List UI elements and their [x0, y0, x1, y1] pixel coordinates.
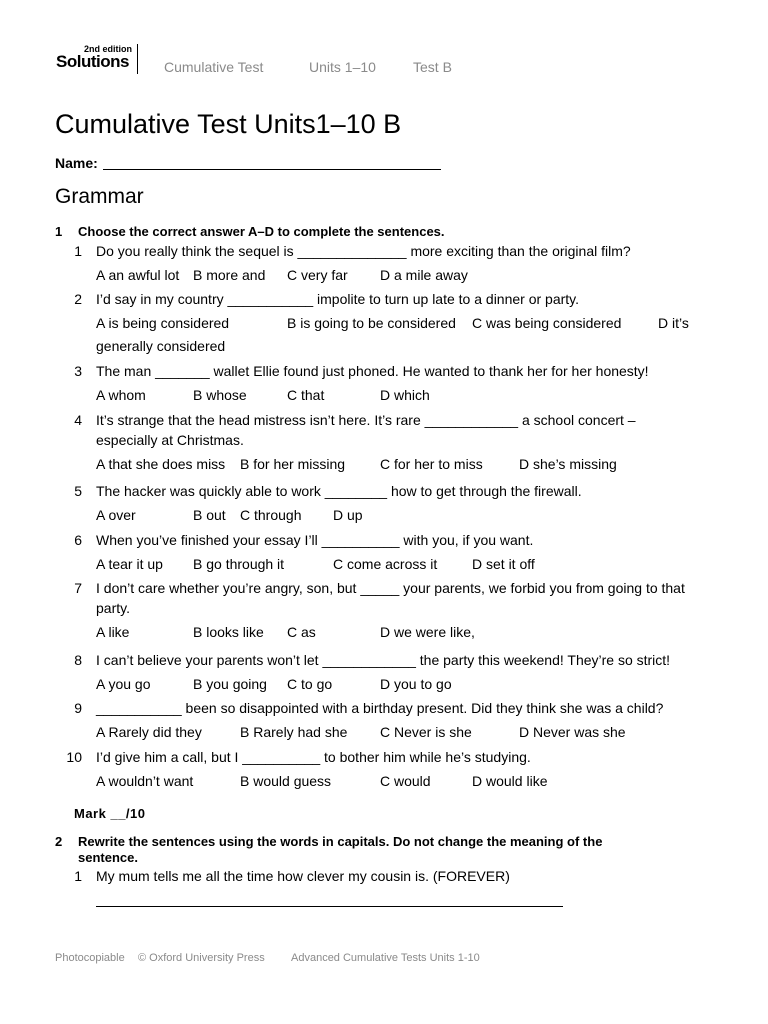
answer-option: D would like	[472, 773, 548, 789]
answer-option: D which	[380, 387, 430, 403]
header-units: Units 1–10	[309, 59, 376, 75]
task1-number: 1	[55, 224, 63, 239]
question-number: 9	[74, 700, 82, 716]
task1-mark: Mark __/10	[74, 806, 146, 821]
answer-option: B out	[193, 507, 226, 523]
question-number: 1	[74, 243, 82, 259]
task1-instruction: Choose the correct answer A–D to complete the sentences.	[78, 224, 445, 239]
footer-document-name: Advanced Cumulative Tests Units 1-10	[291, 952, 480, 964]
answer-option: C Never is she	[380, 724, 472, 740]
question-number: 2	[74, 291, 82, 307]
answer-option: C come across it	[333, 556, 438, 572]
answer-option: B is going to be considered	[287, 315, 456, 331]
answer-option: B you going	[193, 676, 267, 692]
logo-edition: 2nd edition	[84, 44, 132, 54]
name-field-line	[103, 169, 441, 170]
header-test-version: Test B	[413, 59, 452, 75]
answer-option: A is being considered	[96, 315, 230, 331]
answer-option: C to go	[287, 676, 333, 692]
answer-option: D you to go	[380, 676, 452, 692]
answer-option: C was being considered	[472, 315, 622, 331]
answer-option: C very far	[287, 267, 348, 283]
question-text: especially at Christmas.	[96, 432, 244, 448]
question-text: The man _______ wallet Ellie found just phoned. He wanted to thank her for her honesty!	[96, 363, 649, 379]
question-text: I’d give him a call, but I __________ to bother him while he’s studying.	[96, 749, 531, 765]
question-number: 6	[74, 532, 82, 548]
question-text: It’s strange that the head mistress isn’t here. It’s rare ____________ a school concert –	[96, 412, 636, 428]
answer-option: A an awful lot	[96, 267, 180, 283]
question-text: ___________ been so disappointed with a birthday present. Did they think she was a child?	[96, 700, 664, 716]
footer-photocopiable: Photocopiable	[55, 952, 125, 964]
task2-number: 2	[55, 834, 63, 849]
question-text: Do you really think the sequel is ______________ more exciting than the original film?	[96, 243, 631, 259]
answer-option: B go through it	[193, 556, 285, 572]
answer-option: C as	[287, 624, 316, 640]
answer-option: B would guess	[240, 773, 332, 789]
page-title: Cumulative Test Units1–10 B	[55, 109, 402, 139]
answer-option: B more and	[193, 267, 266, 283]
logo-solutions: Solutions	[56, 52, 129, 71]
section-title: Grammar	[55, 185, 144, 208]
question-text: I don’t care whether you’re angry, son, but _____ your parents, we forbid you from going to that	[96, 580, 685, 596]
answer-option: A over	[96, 507, 136, 523]
question-number: 4	[74, 412, 82, 428]
task2-answer-line	[96, 906, 563, 907]
answer-option: C for her to miss	[380, 456, 483, 472]
answer-option: A wouldn’t want	[96, 773, 194, 789]
task2-instruction-line2: sentence.	[78, 850, 138, 865]
answer-option: D we were like,	[380, 624, 475, 640]
question-number: 7	[74, 580, 82, 596]
answer-option: D she’s missing	[519, 456, 617, 472]
answer-option: D it’s	[658, 315, 689, 331]
answer-option: B looks like	[193, 624, 264, 640]
answer-option: B Rarely had she	[240, 724, 348, 740]
question-number: 8	[74, 652, 82, 668]
question-text: I can’t believe your parents won’t let ____________ the party this weekend! They’re so strict!	[96, 652, 671, 668]
answer-option: A Rarely did they	[96, 724, 202, 740]
answer-option: D Never was she	[519, 724, 626, 740]
footer-publisher: © Oxford University Press	[138, 952, 265, 964]
answer-option: A you go	[96, 676, 151, 692]
task2-instruction-line1: Rewrite the sentences using the words in capitals. Do not change the meaning of the	[78, 834, 603, 849]
answer-option: A whom	[96, 387, 146, 403]
task2-question-number: 1	[74, 868, 82, 884]
answer-option: C that	[287, 387, 325, 403]
logo-divider	[137, 44, 138, 74]
answer-option: B for her missing	[240, 456, 346, 472]
answer-option: A that she does miss	[96, 456, 226, 472]
answer-option: D set it off	[472, 556, 535, 572]
answer-option: C would	[380, 773, 431, 789]
name-label: Name:	[55, 155, 98, 171]
question-text: party.	[96, 600, 130, 616]
question-text: I’d say in my country ___________ impolite to turn up late to a dinner or party.	[96, 291, 580, 307]
answer-option: A like	[96, 624, 130, 640]
task2-question-text: My mum tells me all the time how clever my cousin is. (FOREVER)	[96, 868, 510, 884]
question-number: 10	[66, 749, 82, 765]
question-text: When you’ve finished your essay I’ll __________ with you, if you want.	[96, 532, 534, 548]
question-number: 5	[74, 483, 82, 499]
header-test-type: Cumulative Test	[164, 59, 264, 75]
answer-option: D up	[333, 507, 363, 523]
answer-option-continued: generally considered	[96, 338, 226, 354]
answer-option: B whose	[193, 387, 247, 403]
question-text: The hacker was quickly able to work ________ how to get through the firewall.	[96, 483, 582, 499]
question-number: 3	[74, 363, 82, 379]
answer-option: C through	[240, 507, 302, 523]
answer-option: A tear it up	[96, 556, 163, 572]
answer-option: D a mile away	[380, 267, 468, 283]
